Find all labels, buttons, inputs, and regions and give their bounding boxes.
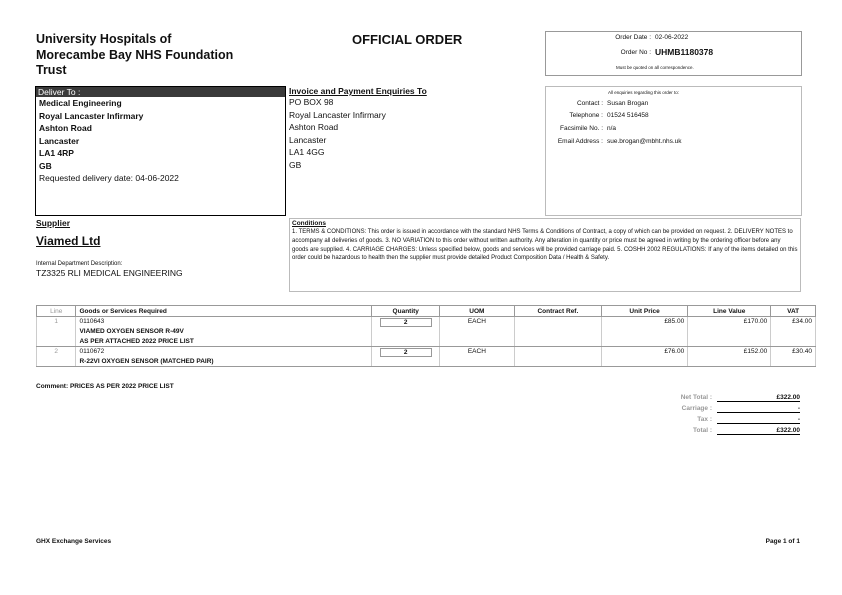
- invoice-line: GB: [289, 159, 302, 170]
- row-desc: R-22VI OXYGEN SENSOR (MATCHED PAIR): [79, 358, 214, 365]
- requested-delivery-date: Requested delivery date: 04-06-2022: [39, 173, 179, 183]
- col-vat: VAT: [771, 306, 816, 317]
- col-line-value: Line Value: [688, 306, 771, 317]
- col-line: Line: [37, 306, 76, 317]
- page-number: Page 1 of 1: [765, 538, 800, 545]
- contact-value: Susan Brogan: [607, 100, 649, 107]
- invoice-line: Lancaster: [289, 134, 327, 145]
- deliver-line: GB: [39, 160, 52, 171]
- fax-value: n/a: [607, 125, 617, 132]
- deliver-line: Lancaster: [39, 135, 80, 146]
- deliver-line: Ashton Road: [39, 123, 92, 133]
- carriage-value: -: [717, 405, 800, 413]
- supplier-name: Viamed Ltd: [36, 234, 101, 248]
- fax-label: Facsimile No. :: [560, 125, 603, 132]
- invoice-line: Royal Lancaster Infirmary: [289, 109, 386, 120]
- conditions-heading: Conditions: [292, 220, 326, 227]
- net-total-value: £322.00: [717, 394, 800, 402]
- tax-label: Tax :: [697, 416, 712, 423]
- row-contract-ref: [514, 347, 601, 367]
- col-contract-ref: Contract Ref.: [514, 306, 601, 317]
- telephone-label: Telephone :: [569, 112, 603, 119]
- total-value: £322.00: [717, 427, 800, 435]
- row-line-value: £170.00: [688, 317, 771, 347]
- order-info-box: [545, 31, 802, 76]
- document-title: OFFICIAL ORDER: [352, 32, 463, 47]
- row-quantity: 2: [380, 348, 432, 357]
- table-header-row: [37, 306, 816, 317]
- invoice-line: PO BOX 98: [289, 97, 334, 107]
- email-label: Email Address :: [557, 138, 603, 145]
- col-unit-price: Unit Price: [602, 306, 688, 317]
- order-no-label: Order No :: [620, 49, 651, 56]
- row-goods: [76, 347, 372, 367]
- footer-provider: GHX Exchange Services: [36, 538, 112, 545]
- row-goods: [76, 317, 372, 347]
- order-comment: Comment: PRICES AS PER 2022 PRICE LIST: [36, 383, 174, 390]
- row-uom: EACH: [439, 317, 514, 347]
- row-desc: VIAMED OXYGEN SENSOR R-49V: [79, 328, 184, 335]
- total-label: Total :: [692, 427, 712, 434]
- org-line-2: Morecambe Bay NHS Foundation: [36, 47, 234, 62]
- table-row: [37, 317, 816, 347]
- deliver-to-box: [35, 86, 286, 216]
- order-date-label: Order Date :: [615, 34, 651, 41]
- net-total-label: Net Total :: [680, 394, 712, 401]
- order-no-value: UHMB1180378: [655, 47, 714, 57]
- row-uom: EACH: [439, 347, 514, 367]
- org-line-3: Trust: [36, 63, 67, 77]
- department-value: TZ3325 RLI MEDICAL ENGINEERING: [36, 268, 183, 278]
- department-label: Internal Department Description:: [36, 261, 123, 267]
- organisation-name: [36, 32, 336, 79]
- contact-label: Contact :: [576, 100, 603, 107]
- invoice-line: LA1 4GG: [289, 147, 325, 157]
- invoice-heading: Invoice and Payment Enquiries To: [289, 86, 427, 96]
- invoice-line: Ashton Road: [289, 122, 339, 132]
- col-goods: Goods or Services Required: [76, 306, 372, 317]
- deliver-line: LA1 4RP: [39, 148, 74, 158]
- row-line: 1: [37, 317, 76, 347]
- tax-value: -: [717, 416, 800, 424]
- deliver-to-heading: Deliver To :: [36, 87, 285, 97]
- org-line-1: University Hospitals of: [36, 32, 172, 46]
- row-vat: £30.40: [771, 347, 816, 367]
- row-quantity: 2: [380, 318, 432, 327]
- row-line-value: £152.00: [688, 347, 771, 367]
- order-note: Must be quoted on all correspondence.: [616, 65, 694, 70]
- row-desc-2: AS PER ATTACHED 2022 PRICE LIST: [79, 338, 194, 345]
- conditions-box: [289, 218, 801, 292]
- col-uom: UOM: [439, 306, 514, 317]
- row-code: 0110643: [79, 318, 105, 325]
- row-contract-ref: [514, 317, 601, 347]
- deliver-line: Medical Engineering: [39, 98, 122, 108]
- order-date-value: 02-06-2022: [655, 34, 689, 41]
- contact-title: All enquiries regarding this order to:: [608, 90, 680, 95]
- invoice-enquiries-box: [289, 86, 545, 214]
- row-vat: £34.00: [771, 317, 816, 347]
- email-value: sue.brogan@mbht.nhs.uk: [607, 138, 682, 145]
- telephone-value: 01524 516458: [607, 112, 649, 119]
- row-unit-price: £76.00: [602, 347, 688, 367]
- supplier-heading: Supplier: [36, 218, 71, 228]
- order-lines-table: [36, 305, 816, 367]
- table-row: [37, 347, 816, 367]
- row-line: 2: [37, 347, 76, 367]
- carriage-label: Carriage :: [681, 405, 712, 412]
- row-unit-price: £85.00: [602, 317, 688, 347]
- col-quantity: Quantity: [372, 306, 440, 317]
- contact-box: [545, 86, 802, 216]
- conditions-text: 1. TERMS & CONDITIONS: This order is issued in accordance with the standard NHS Terms & Conditions of Contract, a copy of which can be provided on request. 2. DELIVERY NOTES to accompany all deliveries of goods. 3. NO VARIATION to this order without written authority. Any alteration in quantity or price must be agreed in writing by the ordering officer before any goods are supplied. 4. CARRIAGE CHARGES: Unless specified below, goods and services will be provided carriage paid. 5. COSHH 2002 REGULATIONS: If any of the items detailed on this order could be hazardous to health then the supplier must provide detailed Product Composition Data / Health & Safety.: [292, 229, 798, 262]
- deliver-line: Royal Lancaster Infirmary: [39, 110, 144, 121]
- row-code: 0110672: [79, 348, 105, 355]
